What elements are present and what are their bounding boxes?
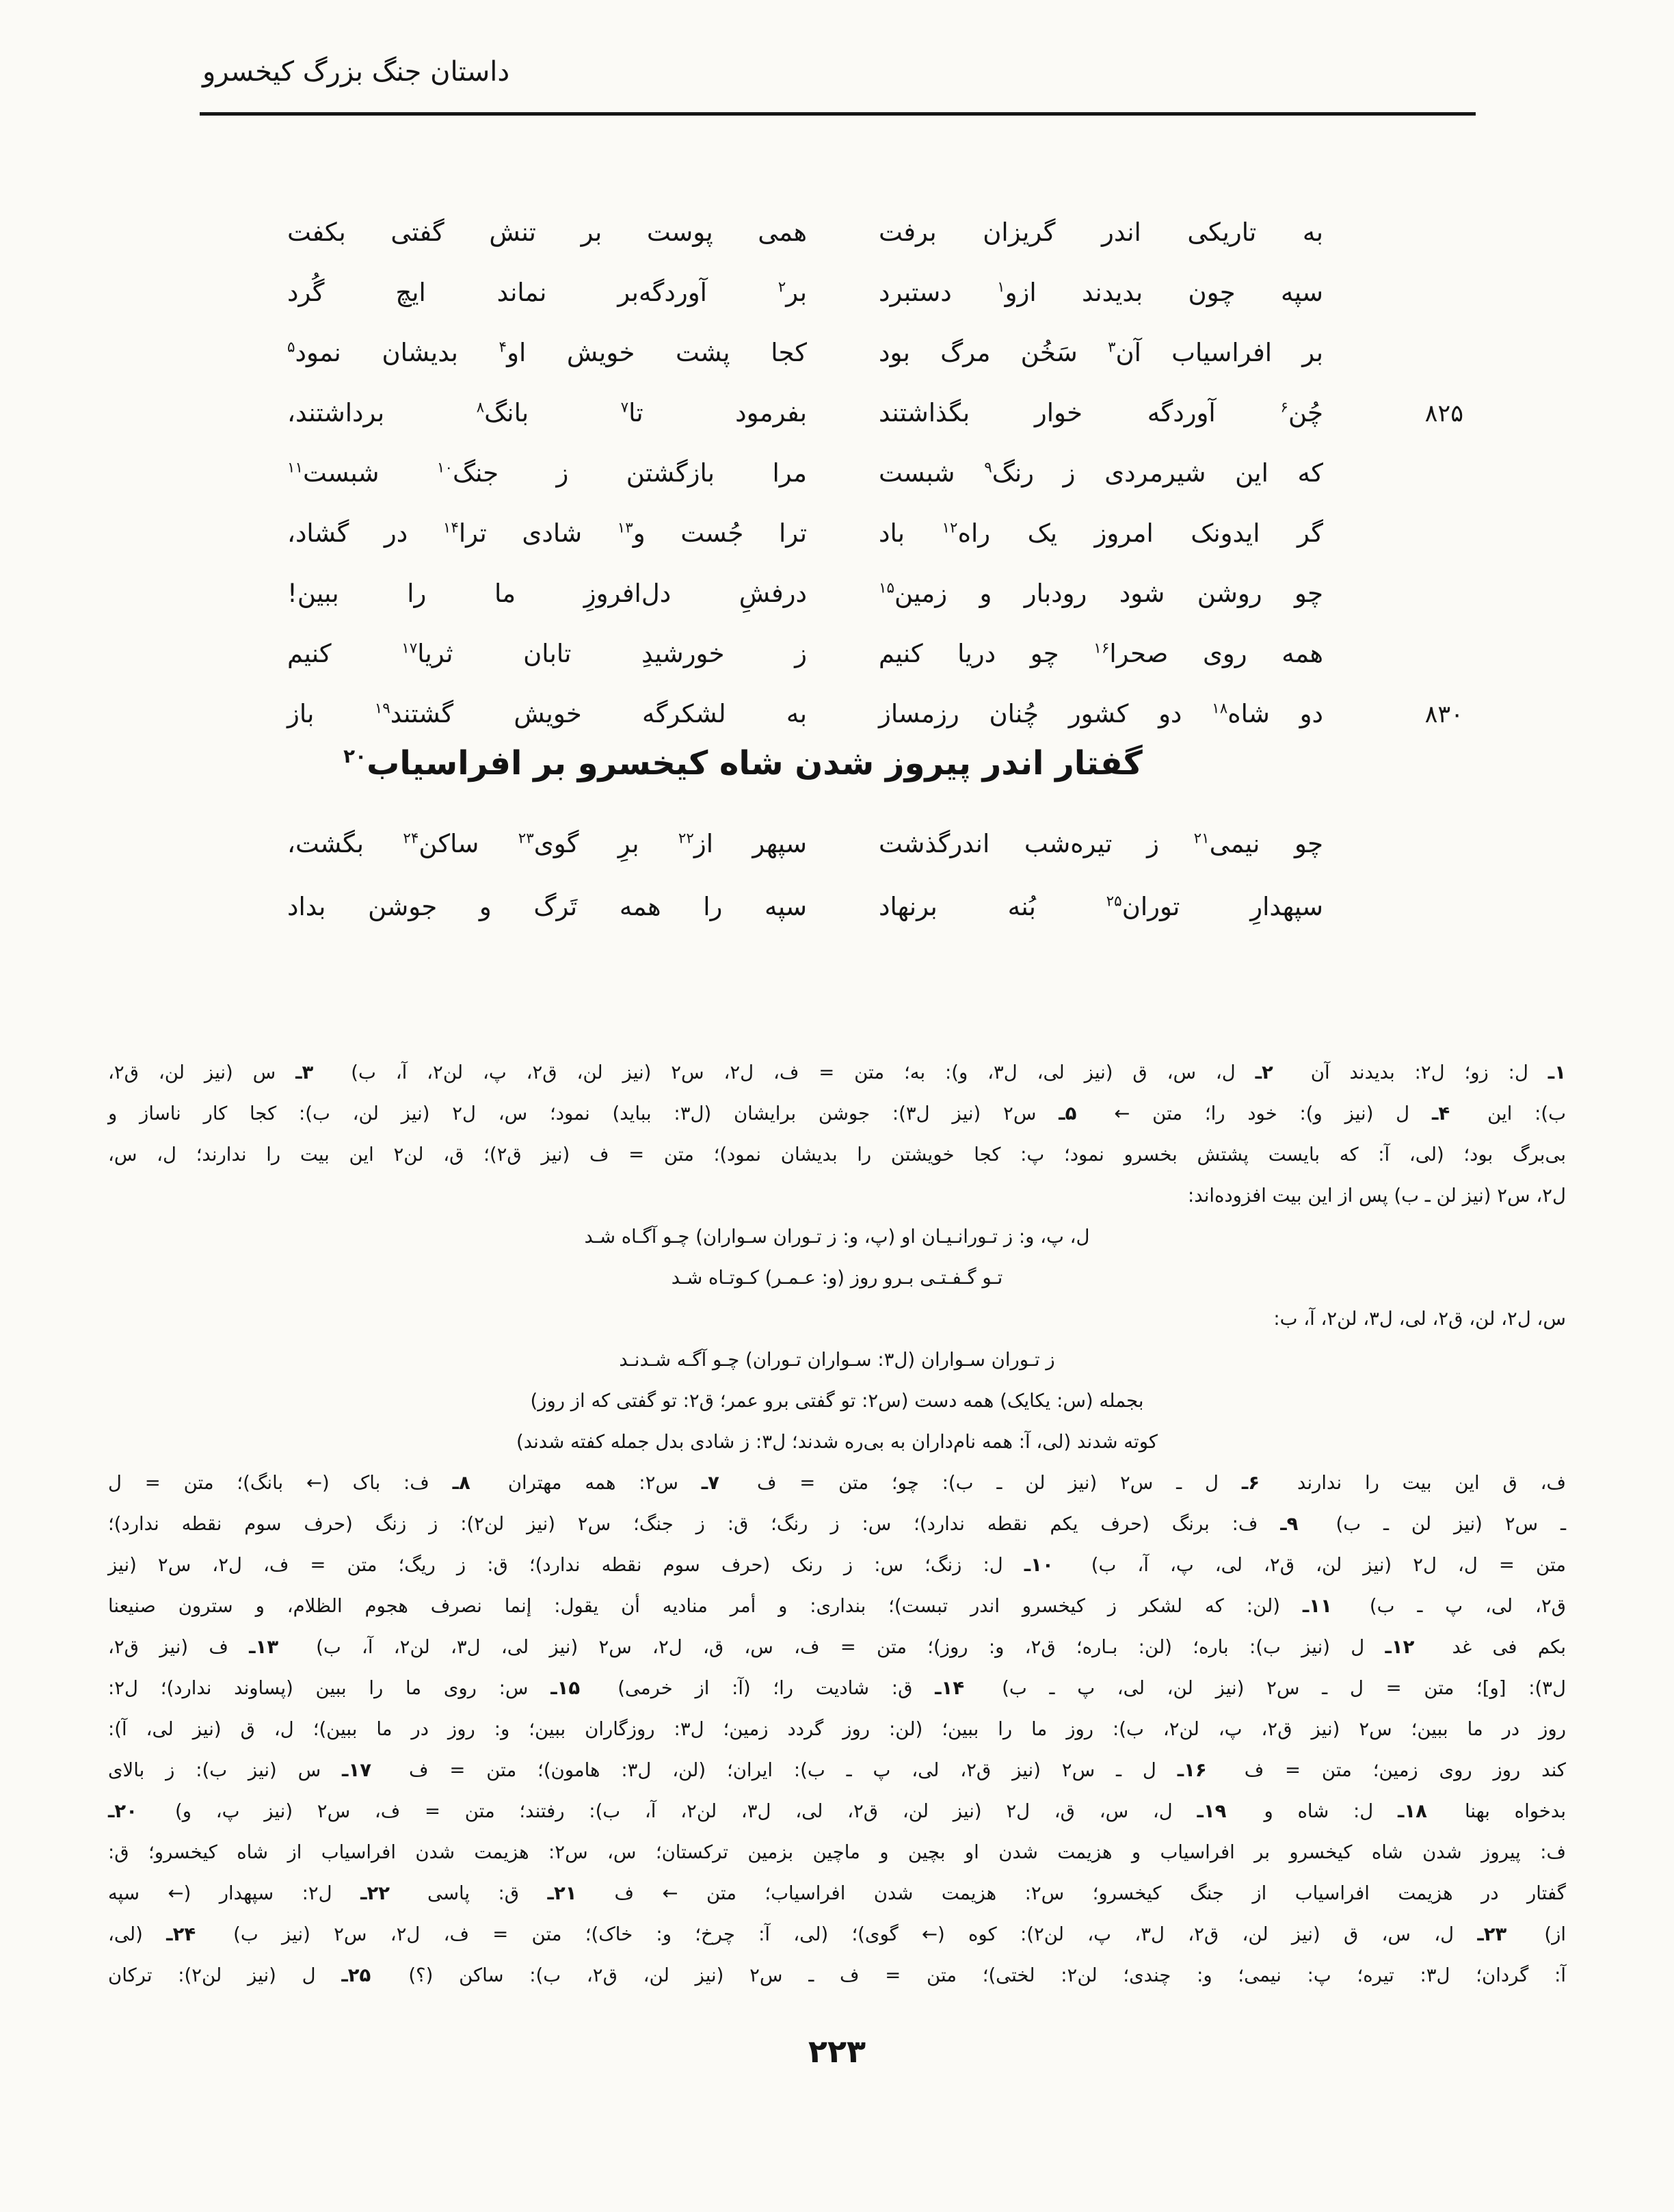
page-number: ۲۲۳	[808, 2033, 866, 2070]
hemistich-right: گر ایدونک امروز یک راه$^{۱۲}$ باد	[879, 518, 1323, 548]
hemistich-left: درفشِ دل‌افروزِ ما را ببین!	[287, 579, 807, 608]
footnote-line: ل۲، س۲ (نیز لن ـ ب) پس از این بیت افزوده‌اند:	[1188, 1185, 1566, 1207]
footnote-variant-verse: کوته شدند (لی، آ: همه نام‌داران به بی‌ره شدند؛ ل۳: ز شادی بدل جمله کفته شدند)	[516, 1431, 1158, 1453]
footnote-line: ف، ق این بیت را ندارند ۶ـ ل ـ س۲ (نیز لن ـ ب): چو؛ متن = ف ۷ـ س۲: همه مهتران ۸ـ ف: باک (← بانگ)؛ متن = ل	[108, 1472, 1567, 1494]
verse-row	[287, 829, 1463, 892]
hemistich-left: بفرمود تا$^۷$ بانگ$^۸$ برداشتند،	[287, 398, 808, 427]
verse-number-825: ۸۲۵	[1424, 400, 1463, 427]
hemistich-left: سپهر از$^{۲۲}$ برِ گوی$^{۲۳}$ ساکن$^{۲۴}$ بگشت،	[287, 829, 807, 858]
footnote-line: بکم فی غد ۱۲ـ ل (نیز ب): باره؛ (لن: بـاره؛ ق۲، و: روز)؛ متن = ف، س، ق، ل۲، س۲ (نیز لی، ل۳، لن۲، آ، ب) ۱۳ـ ف (نیز ق۲،	[108, 1636, 1566, 1658]
hemistich-right: دو شاه$^{۱۸}$ دو کشور چُنان رزمساز	[879, 699, 1323, 728]
footnote-variant-verse: تـو گـفـتـی بـرو روز (و: عـمـر) کـوتـاه شـد	[671, 1267, 1003, 1289]
hemistich-right: به تاریکی اندر گریزان برفت	[879, 218, 1323, 247]
hemistich-right: همه روی صحرا$^{۱۶}$ چو دریا کنیم	[879, 639, 1323, 668]
footnote-line: بدخواه بهنا ۱۸ـ ل: شاه و ۱۹ـ ل، س، ق، ل۲ (نیز لن، ق۲، لی، ل۳، لن۲، آ، ب): رفتند؛ متن = ف، س۲ (نیز پ، و) ۲۰ـ	[108, 1800, 1567, 1822]
poem-block-2	[287, 829, 1463, 955]
verse-row	[287, 338, 1463, 398]
running-header	[202, 56, 509, 88]
footnote-line: روز در ما ببین؛ س۲ (نیز ق۲، پ، لن۲، ب): روز ما را ببین؛ (لن: روز گردد زمین؛ ل۳: روزگاران ببین؛ و: روز در ما ببین)؛ ل، ق (نیز لی، آ):	[108, 1718, 1566, 1740]
hemistich-right: بر افراسیاب آن$^۳$ سَخُن مرگ بود	[879, 338, 1323, 367]
verse-row	[287, 518, 1463, 579]
poem-block-1	[287, 218, 1463, 759]
hemistich-left: به لشکرگه خویش گشتند$^{۱۹}$ باز	[287, 699, 808, 728]
hemistich-right: سپهدارِ توران$^{۲۵}$ بُنه برنهاد	[879, 892, 1323, 921]
running-title: داستان جنگ بزرگ کیخسرو	[202, 56, 510, 88]
footnote-line: آ: گردان؛ ل۳: تیره؛ پ: نیمی؛ و: چندی؛ لن۲: لختی)؛ متن = ف ـ س۲ (نیز لن، ق۲، ب): ساکن (؟) ۲۵ـ ل (نیز لن۲): ترکان	[108, 1964, 1566, 1986]
footnote-line: ۱ـ ل: زو؛ ل۲: بدیدند آن ۲ـ ل، س، ق (نیز لی، ل۳، و): به؛ متن = ف، ل۲، س۲ (نیز لن، ق۲، پ، لن۲، آ، ب) ۳ـ س (نیز لن، ق۲،	[108, 1062, 1566, 1083]
hemistich-right: چُن$^۶$ آوردگه خوار بگذاشتند	[879, 398, 1323, 427]
footnote-line: بی‌برگ بود؛ (لی، آ: که بایست پشتش بخسرو نمود؛ پ: کجا خویشتن را بدیشان نمود)؛ متن = ف (نیز ق۲)؛ ق، لن۲ این بیت را ندارند؛ ل، س،	[108, 1144, 1566, 1166]
verse-row	[287, 639, 1463, 699]
footnote-variant-verse: بجمله (س: یکایک) همه دست (س۲: تو گفتی برو عمر؛ ق۲: تو گفتی که از روز)	[530, 1390, 1144, 1412]
hemistich-left: کجا پشت خویش او$^۴$ بدیشان نمود$^۵$	[287, 338, 807, 367]
footnote-line: ف: پیروز شدن شاه کیخسرو بر افراسیاب و هزیمت شدن او بچین و ماچین بزمین ترکستان؛ س، س۲: هزیمت شدن افراسیاب از شاه کیخسرو؛ ق:	[108, 1841, 1566, 1863]
section-heading: گفتار اندر پیروز شدن شاه کیخسرو بر افراسیاب$^{۲۰}$	[343, 744, 1143, 782]
footnote-variant-verse: ز تـوران سـواران (ل۳: سـواران تـوران) چـو آگـه شـدنـد	[619, 1349, 1055, 1371]
hemistich-right: چو روشن شود رودبار و زمین$^{۱۵}$	[879, 579, 1323, 608]
footnote-line: از) ۲۳ـ ل، س، ق (نیز لن، ق۲، ل۳، پ، لن۲): کوه (← گوی)؛ (لی، آ: چرخ؛ و: خاک)؛ متن = ف، ل۲، س۲ (نیز ب) ۲۴ـ (لی،	[108, 1923, 1566, 1945]
hemistich-left: بر$^۲$ آوردگه‌بر نماند ایچ گُرد	[287, 278, 807, 307]
verse-row	[287, 218, 1463, 278]
footnote-line: گفتار در هزیمت افراسیاب از جنگ کیخسرو؛ س۲: هزیمت شدن افراسیاب؛ متن ← ف ۲۱ـ ق: پاسی ۲۲ـ ل۲: سپهدار (← سپه	[108, 1882, 1566, 1904]
footnote-line: ـ س۲ (نیز لن ـ ب) ۹ـ ف: برنگ (حرف یکم نقطه ندارد)؛ س: ز رنگ؛ ق: ز جنگ؛ س۲ (نیز لن۲): ز زنگ (حرف سوم نقطه ندارد)؛	[108, 1513, 1566, 1535]
hemistich-left: مرا بازگشتن ز جنگ$^{۱۰}$ شبست$^{۱۱}$	[287, 458, 807, 488]
header-rule	[200, 112, 1476, 116]
hemistich-right: سپه چون بدیدند ازو$^۱$ دستبرد	[879, 278, 1323, 307]
hemistich-left: سپه را همه تَرگ و جوشن بداد	[287, 892, 807, 921]
verse-number-830: ۸۳۰	[1424, 701, 1463, 728]
hemistich-left: ترا جُست و$^{۱۳}$ شادی ترا$^{۱۴}$ در گشاد،	[287, 518, 807, 548]
hemistich-right: چو نیمی$^{۲۱}$ ز تیره‌شب اندرگذشت	[879, 829, 1323, 858]
verse-row	[287, 398, 1463, 458]
verse-row	[287, 579, 1463, 639]
verse-row	[287, 458, 1463, 518]
footnote-variant-verse: ل، پ، و: ز تـورانـیـان او (پ، و: ز تـوران سـواران) چـو آگـاه شـد	[584, 1226, 1090, 1248]
footnote-line: ب): این ۴ـ ل (نیز و): خود را؛ متن ← ۵ـ س۲ (نیز ل۳): جوشن برایشان (ل۳: بباید) نمود؛ س، ل۲ (نیز لن، ب): کجا کار ناساز و	[108, 1103, 1567, 1124]
hemistich-left: همی پوست بر تنش گفتی بکفت	[287, 218, 807, 247]
footnote-line: متن = ل، ل۲ (نیز لن، ق۲، لی، پ، آ، ب) ۱۰ـ ل: زنگ؛ س: ز رنک (حرف سوم نقطه ندارد)؛ ق: ز ریگ؛ متن = ف، ل۲، س۲ (نیز	[108, 1554, 1566, 1576]
hemistich-right: که این شیرمردی ز رنگ$^۹$ شبست	[879, 458, 1323, 488]
footnote-line: ق۲، لی، پ ـ ب) ۱۱ـ (لن: که لشکر ز کیخسرو اندر تبست)؛ بنداری: و أمر منادیه أن یقول: إنما نصرف هجوم الظلام، و سترون صنیعنا	[108, 1595, 1566, 1617]
verse-row	[287, 278, 1463, 338]
verse-row	[287, 892, 1463, 955]
footnote-line: ل۳): [و]؛ متن = ل ـ س۲ (نیز لن، لی، پ ـ ب) ۱۴ـ ق: شادیت را؛ (آ: از خرمی) ۱۵ـ س: روی ما را ببین (پساوند ندارد)؛ ل۲:	[108, 1677, 1566, 1699]
footnote-line: کند روز روی زمین؛ متن = ف ۱۶ـ ل ـ س۲ (نیز ق۲، لی، پ ـ ب): ایران؛ (لن، ل۳: هامون)؛ متن = ف ۱۷ـ س (نیز ب): ز بالای	[108, 1759, 1566, 1781]
hemistich-left: ز خورشیدِ تابان ثریا$^{۱۷}$ کنیم	[287, 639, 807, 668]
footnote-line: س، ل۲، لن، ق۲، لی، ل۳، لن۲، آ، ب:	[1273, 1308, 1566, 1330]
critical-apparatus	[108, 1052, 1566, 1996]
